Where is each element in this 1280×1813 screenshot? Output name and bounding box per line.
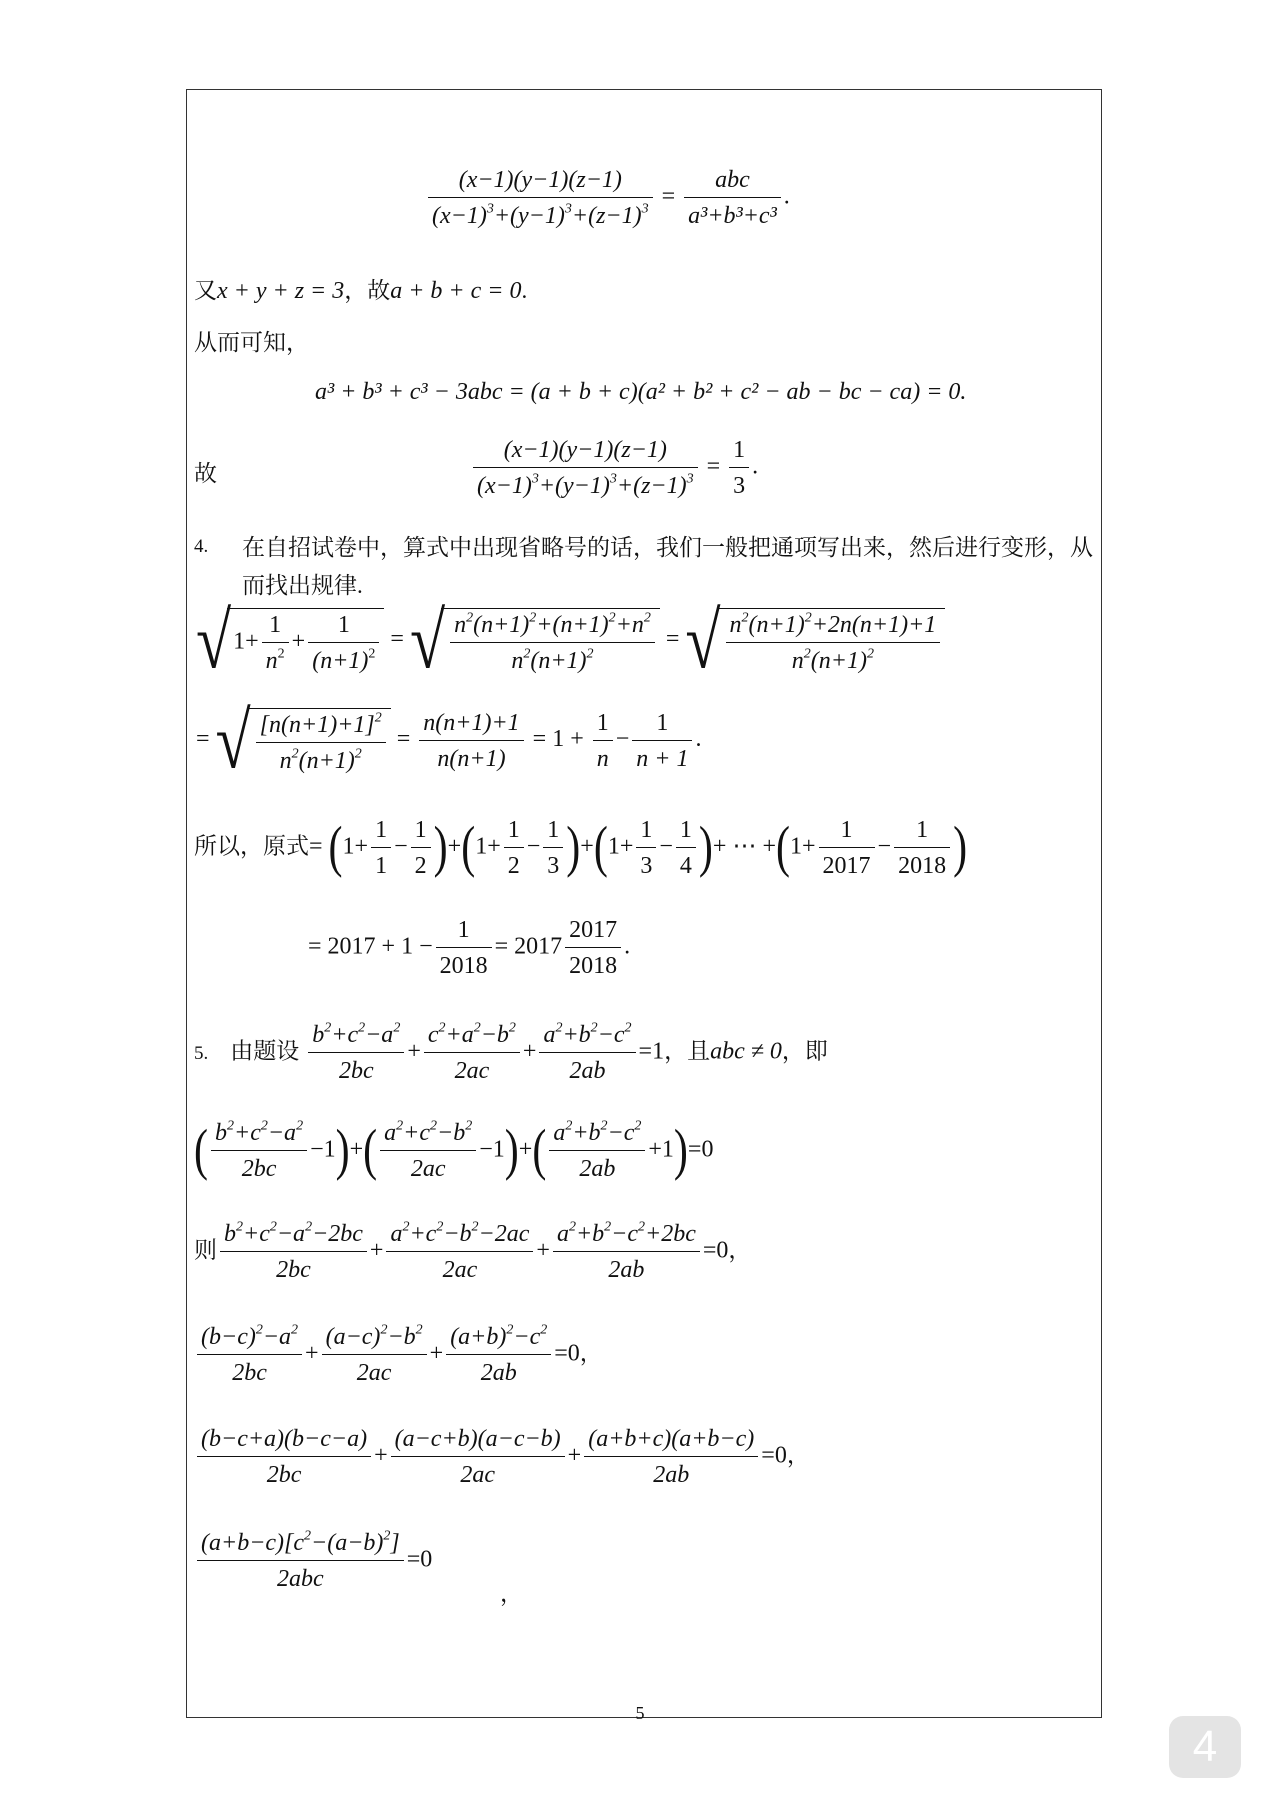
page-number: 5 [635, 1703, 645, 1723]
equation-3: $\frac{(x-1)(y-1)(z-1)}{(x-1)^3+(y-1)^3+(z-1)^3}$ = $\frac{1}{3}$ . [470, 438, 758, 498]
equation-2: a³ + b³ + c³ − 3abc = (a + b + c)(a² + b² + c² − ab − bc − ca) = 0. [315, 379, 967, 405]
step-e: $\frac{(a+b-c)[c^2-(a-b)^2]}{\text{2abc}}$ =0 [194, 1531, 432, 1591]
equation-6: = 2017 + 1 − $\frac{1}{2018}$ = 2017 $\frac{2017}{2018}$ . [308, 917, 631, 979]
eq3-numerator: (x−1)(y−1)(z−1) [473, 438, 698, 468]
line-so-original: 所以，原式= (1+ $\frac{1}{1}$ − $\frac{1}{2}$ )+(1+ $\frac{1}{2}$ − $\frac{1}{3}$ )+(1+ $\frac{1}{3}$ − $\frac{1}{4}$ )+ ⋯ +(1+ $\frac{1}{2017}$ − $\frac{1}{2018}$ ) [194, 816, 968, 880]
equation-4: √1+ $\frac{1}{n^2}$ + $\frac{1}{(n+1)^2}$ = √ $\frac{n^2(n+1)^2+(n+1)^2+n^2}{n^2(n+1)^2}$ = √ $\frac{n^2(n+1)^2+2n(n+1)+1}{n^2(n+1)^2}$ [196, 608, 945, 673]
step-d: $\frac{(b-c+a)(b-c-a)}{2bc}$ + $\frac{(a-c+b)(a-c-b)}{2ac}$ + $\frac{(a+b+c)(a+b-c)}{2ab}$ =0， [194, 1427, 810, 1487]
equation-5: = √ $\frac{[n(n+1)+1]^2}{n^2(n+1)^2}$ = $\frac{n(n+1)+1}{n(n+1)}$ = 1 + $\frac{1}{n}$ − $\frac{1}{n + 1}$ . [196, 695, 702, 785]
eq1-rhs-num: abc [684, 168, 781, 198]
equation-1: $\frac{(x-1)(y-1)(z-1)}{(x-1)^3+(y-1)^3+(z-1)^3}$ = $\frac{\text{abc}}{\text{a³+b³+c³}}$ . [425, 168, 790, 228]
step-b: 则 $\frac{b^2+c^2-a^2-2bc}{2bc}$ + $\frac{a^2+c^2-b^2-2ac}{2ac}$ + $\frac{a^2+b^2-c^2+2bc}{2ab}$ =0， [194, 1219, 752, 1283]
eq1-rhs-den: a³+b³+c³ [688, 203, 777, 229]
step-a: ( $\frac{b^2+c^2-a^2}{2bc}$ −1)+( $\frac{a^2+c^2-b^2}{2ac}$ −1)+( $\frac{a^2+b^2-c^2}{2ab}$ +1)=0 [194, 1118, 714, 1183]
eq1-denominator: $(x-1)^3+(y-1)^3+(z-1)^3$ [432, 201, 649, 229]
line-thus: 从而可知， [194, 330, 309, 355]
line-given-sum: 又x + y + z = 3，故a + b + c = 0. [194, 278, 528, 304]
item-4-text-2: 而找出规律. [242, 573, 363, 598]
eq3-denominator: $(x-1)^3+(y-1)^3+(z-1)^3$ [477, 471, 694, 499]
eq3-rhs-num: 1 [729, 438, 749, 468]
eq3-rhs-den: 3 [733, 473, 746, 499]
page-badge[interactable]: 4 [1169, 1716, 1241, 1778]
item-4-text-1: 在自招试卷中，算式中出现省略号的话，我们一般把通项写出来，然后进行变形，从 [242, 535, 1093, 560]
step-e-comma: ， [500, 1581, 523, 1606]
item-5-line: 5. 由题设 $\frac{b^2+c^2-a^2}{2bc}$ + $\frac{c^2+a^2-b^2}{2ac}$ + $\frac{a^2+b^2-c^2}{2ab}$ =1，且abc ≠ 0，即 [194, 1020, 828, 1084]
line-therefore: 故 [194, 461, 217, 486]
eq1-numerator: (x−1)(y−1)(z−1) [428, 168, 653, 198]
item-4-number: 4. [194, 536, 209, 557]
step-c: $\frac{(b-c)^2-a^2}{2bc}$ + $\frac{(a-c)^2-b^2}{2ac}$ + $\frac{(a+b)^2-c^2}{2ab}$ =0， [194, 1325, 603, 1385]
